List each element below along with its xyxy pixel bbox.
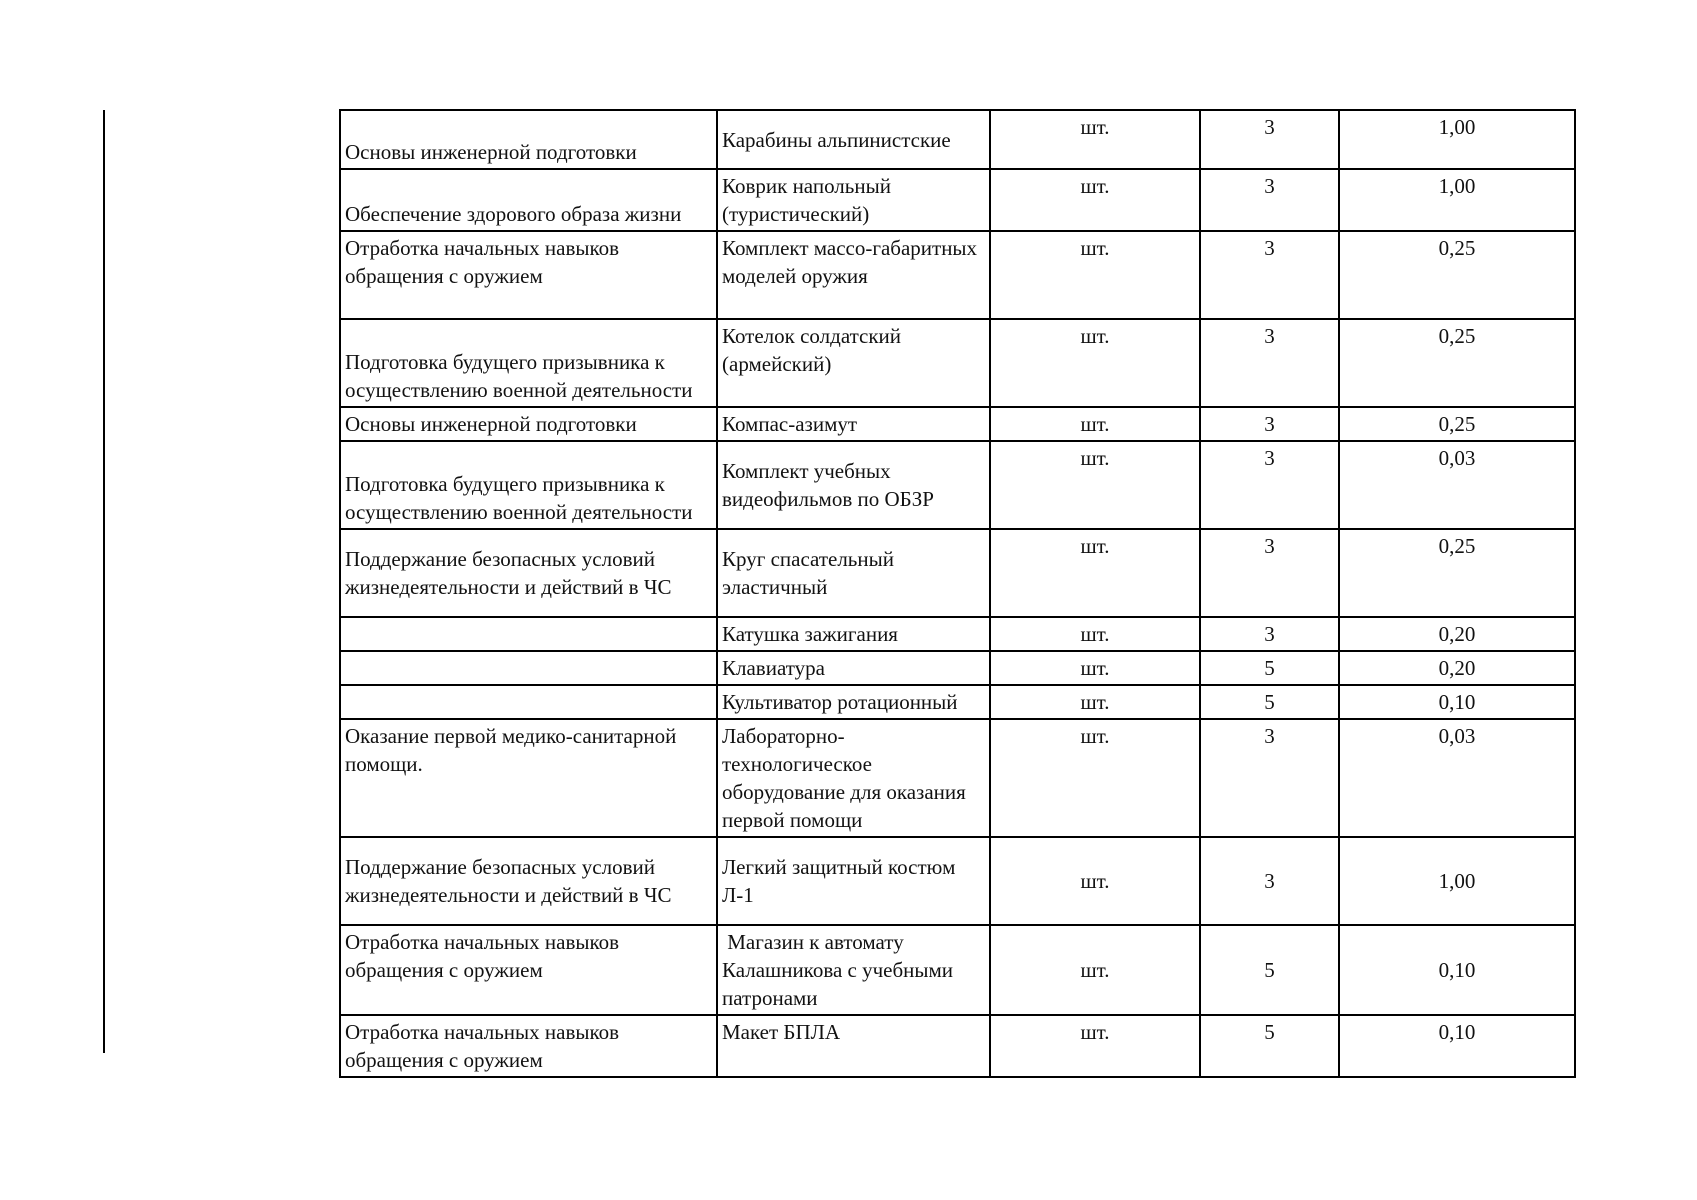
table-row — [340, 617, 1575, 651]
topic-cell: Поддержание безопасных условий жизнедеятельности и действий в ЧС — [340, 529, 717, 617]
norm-cell: 0,03 — [1339, 441, 1575, 529]
quantity-cell: 5 — [1200, 685, 1339, 719]
topic-cell: Оказание первой медико-санитарной помощи. — [340, 719, 717, 837]
topic-cell: Отработка начальных навыков обращения с оружием — [340, 1015, 717, 1077]
unit-cell: шт. — [990, 617, 1200, 651]
topic-cell: Основы инженерной подготовки — [340, 407, 717, 441]
topic-cell: Обеспечение здорового образа жизни — [340, 169, 717, 231]
item-cell: Культиватор ротационный — [717, 685, 990, 719]
item-cell: Круг спасательный эластичный — [717, 529, 990, 617]
quantity-cell: 3 — [1200, 617, 1339, 651]
quantity-cell: 5 — [1200, 925, 1339, 1015]
item-cell: Макет БПЛА — [717, 1015, 990, 1077]
quantity-cell: 3 — [1200, 110, 1339, 169]
topic-cell: Отработка начальных навыков обращения с оружием — [340, 231, 717, 319]
topic-cell — [340, 685, 717, 719]
unit-cell: шт. — [990, 925, 1200, 1015]
topic-cell: Поддержание безопасных условий жизнедеятельности и действий в ЧС — [340, 837, 717, 925]
unit-cell: шт. — [990, 407, 1200, 441]
norm-cell: 1,00 — [1339, 837, 1575, 925]
table-row — [340, 1015, 1575, 1077]
table-row — [340, 837, 1575, 925]
table-row — [340, 407, 1575, 441]
item-cell: Коврик напольный (туристический) — [717, 169, 990, 231]
norm-cell: 0,25 — [1339, 319, 1575, 407]
quantity-cell: 3 — [1200, 719, 1339, 837]
quantity-cell: 3 — [1200, 169, 1339, 231]
topic-cell — [340, 617, 717, 651]
norm-cell: 0,10 — [1339, 1015, 1575, 1077]
item-cell: Компас-азимут — [717, 407, 990, 441]
unit-cell: шт. — [990, 110, 1200, 169]
topic-cell: Отработка начальных навыков обращения с оружием — [340, 925, 717, 1015]
unit-cell: шт. — [990, 719, 1200, 837]
norm-cell: 0,10 — [1339, 925, 1575, 1015]
item-cell: Комплект учебных видеофильмов по ОБЗР — [717, 441, 990, 529]
norm-cell: 0,20 — [1339, 651, 1575, 685]
unit-cell: шт. — [990, 441, 1200, 529]
item-cell: Магазин к автомату Калашникова с учебными патронами — [717, 925, 990, 1015]
page-margin-line — [103, 110, 105, 1053]
quantity-cell: 3 — [1200, 231, 1339, 319]
unit-cell: шт. — [990, 529, 1200, 617]
item-cell: Катушка зажигания — [717, 617, 990, 651]
unit-cell: шт. — [990, 231, 1200, 319]
item-cell: Лабораторно-технологическое оборудование для оказания первой помощи — [717, 719, 990, 837]
table-row — [340, 685, 1575, 719]
topic-cell — [340, 651, 717, 685]
table-row — [340, 529, 1575, 617]
norm-cell: 0,25 — [1339, 529, 1575, 617]
item-cell: Котелок солдатский (армейский) — [717, 319, 990, 407]
unit-cell: шт. — [990, 1015, 1200, 1077]
unit-cell: шт. — [990, 685, 1200, 719]
unit-cell: шт. — [990, 169, 1200, 231]
norm-cell: 0,03 — [1339, 719, 1575, 837]
unit-cell: шт. — [990, 837, 1200, 925]
topic-cell: Подготовка будущего призывника к осуществлению военной деятельности — [340, 441, 717, 529]
norm-cell: 0,25 — [1339, 407, 1575, 441]
table-row — [340, 231, 1575, 319]
quantity-cell: 3 — [1200, 319, 1339, 407]
item-cell: Клавиатура — [717, 651, 990, 685]
unit-cell: шт. — [990, 651, 1200, 685]
norm-cell: 0,10 — [1339, 685, 1575, 719]
table-row — [340, 441, 1575, 529]
norm-cell: 0,20 — [1339, 617, 1575, 651]
table-row — [340, 719, 1575, 837]
table-row — [340, 169, 1575, 231]
quantity-cell: 3 — [1200, 441, 1339, 529]
unit-cell: шт. — [990, 319, 1200, 407]
quantity-cell: 3 — [1200, 837, 1339, 925]
table-row — [340, 651, 1575, 685]
norm-cell: 1,00 — [1339, 110, 1575, 169]
quantity-cell: 5 — [1200, 1015, 1339, 1077]
item-cell: Комплект массо-габаритных моделей оружия — [717, 231, 990, 319]
table-row — [340, 319, 1575, 407]
table-row — [340, 925, 1575, 1015]
quantity-cell: 3 — [1200, 407, 1339, 441]
topic-cell: Подготовка будущего призывника к осуществлению военной деятельности — [340, 319, 717, 407]
item-cell: Карабины альпинистские — [717, 110, 990, 169]
quantity-cell: 3 — [1200, 529, 1339, 617]
norm-cell: 0,25 — [1339, 231, 1575, 319]
topic-cell: Основы инженерной подготовки — [340, 110, 717, 169]
quantity-cell: 5 — [1200, 651, 1339, 685]
item-cell: Легкий защитный костюм Л-1 — [717, 837, 990, 925]
equipment-table — [339, 109, 1576, 1078]
table-row — [340, 110, 1575, 169]
norm-cell: 1,00 — [1339, 169, 1575, 231]
